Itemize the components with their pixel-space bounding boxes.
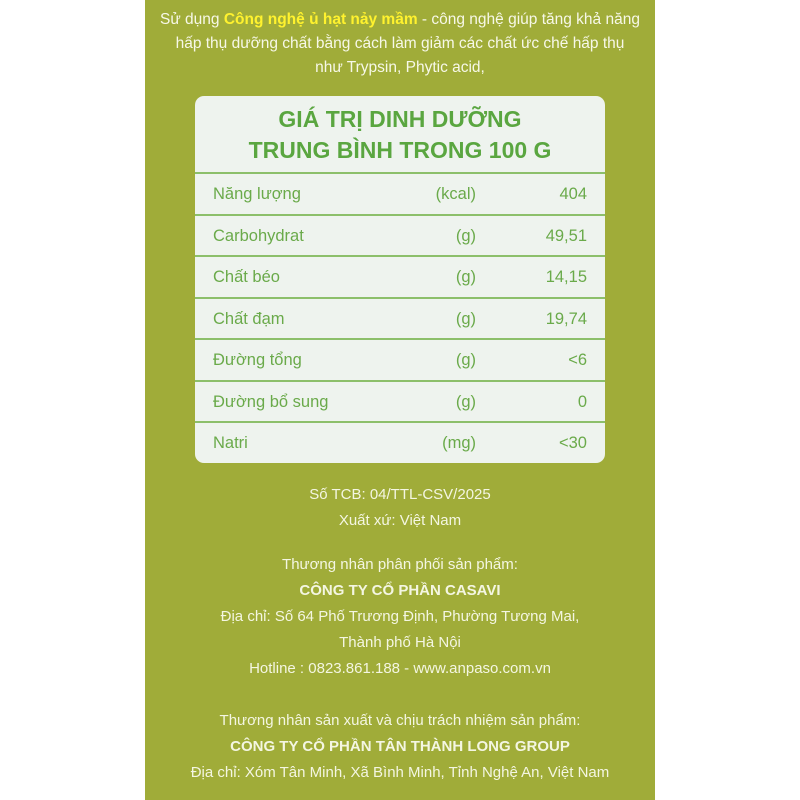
nutrient-value: <30 <box>559 434 587 452</box>
nutrient-value: <6 <box>568 351 587 369</box>
nutrition-table <box>195 96 605 463</box>
distributor-address-1: Địa chỉ: Số 64 Phố Trương Định, Phường Tương Mai, <box>220 608 580 625</box>
origin: Xuất xứ: Việt Nam <box>338 512 462 529</box>
table-row <box>195 380 605 422</box>
distributor-hotline: Hotline : 0823.861.188 - www.anpaso.com.vn <box>249 660 551 677</box>
title-line2: TRUNG BÌNH TRONG 100 G <box>248 137 552 163</box>
nutrient-value: 19,74 <box>545 309 587 328</box>
nutrient-name: Carbohydrat <box>213 226 304 245</box>
nutrient-name: Đường bổ sung <box>213 392 329 411</box>
table-row <box>195 172 605 214</box>
nutrient-value: 49,51 <box>545 226 587 245</box>
nutrient-name: Natri <box>213 434 248 452</box>
table-row <box>195 338 605 380</box>
nutrition-title <box>195 104 605 172</box>
intro-prefix: Sử dụng <box>160 11 224 28</box>
intro-highlight: Công nghệ ủ hạt nảy mầm <box>223 11 418 28</box>
intro-line1: - công nghệ giúp tăng khả năng <box>417 11 640 28</box>
distributor-label: Thương nhân phân phối sản phẩm: <box>282 556 518 573</box>
nutrient-name: Đường tổng <box>213 351 302 369</box>
nutrient-value: 0 <box>577 392 587 411</box>
table-row <box>195 421 605 463</box>
nutrient-unit: (g) <box>455 268 476 286</box>
manufacturer-address: Địa chỉ: Xóm Tân Minh, Xã Bình Minh, Tỉnh Nghệ An, Việt Nam <box>190 764 610 781</box>
table-row <box>195 255 605 297</box>
manufacturer-info <box>145 708 655 786</box>
distributor-address-2: Thành phố Hà Nội <box>339 634 461 651</box>
nutrient-name: Chất đạm <box>213 309 285 328</box>
table-row <box>195 214 605 256</box>
nutrient-unit: (mg) <box>442 434 476 452</box>
manufacturer-label: Thương nhân sản xuất và chịu trách nhiệm sản phẩm: <box>219 712 581 729</box>
nutrient-unit: (g) <box>455 351 476 369</box>
manufacturer-company: CÔNG TY CỔ PHẦN TÂN THÀNH LONG GROUP <box>230 738 570 755</box>
distributor-company: CÔNG TY CỔ PHẦN CASAVI <box>299 582 501 599</box>
intro-line3: như Trypsin, Phytic acid, <box>315 59 485 76</box>
nutrient-unit: (kcal) <box>435 185 476 203</box>
label-panel <box>145 0 655 800</box>
nutrient-unit: (g) <box>455 309 476 328</box>
registration-info <box>145 482 655 534</box>
nutrient-unit: (g) <box>455 226 476 245</box>
nutrient-name: Chất béo <box>213 268 280 286</box>
nutrient-value: 14,15 <box>545 268 587 286</box>
nutrient-name: Năng lượng <box>213 185 301 203</box>
intro-line2: hấp thụ dưỡng chất bằng cách làm giảm các chất ức chế hấp thụ <box>175 35 625 52</box>
nutrient-value: 404 <box>559 185 587 203</box>
tcb-number: Số TCB: 04/TTL-CSV/2025 <box>309 486 491 503</box>
distributor-info <box>145 552 655 682</box>
intro-text <box>145 8 655 80</box>
title-line1: GIÁ TRỊ DINH DƯỠNG <box>278 106 522 132</box>
nutrient-unit: (g) <box>455 392 476 411</box>
table-row <box>195 297 605 339</box>
